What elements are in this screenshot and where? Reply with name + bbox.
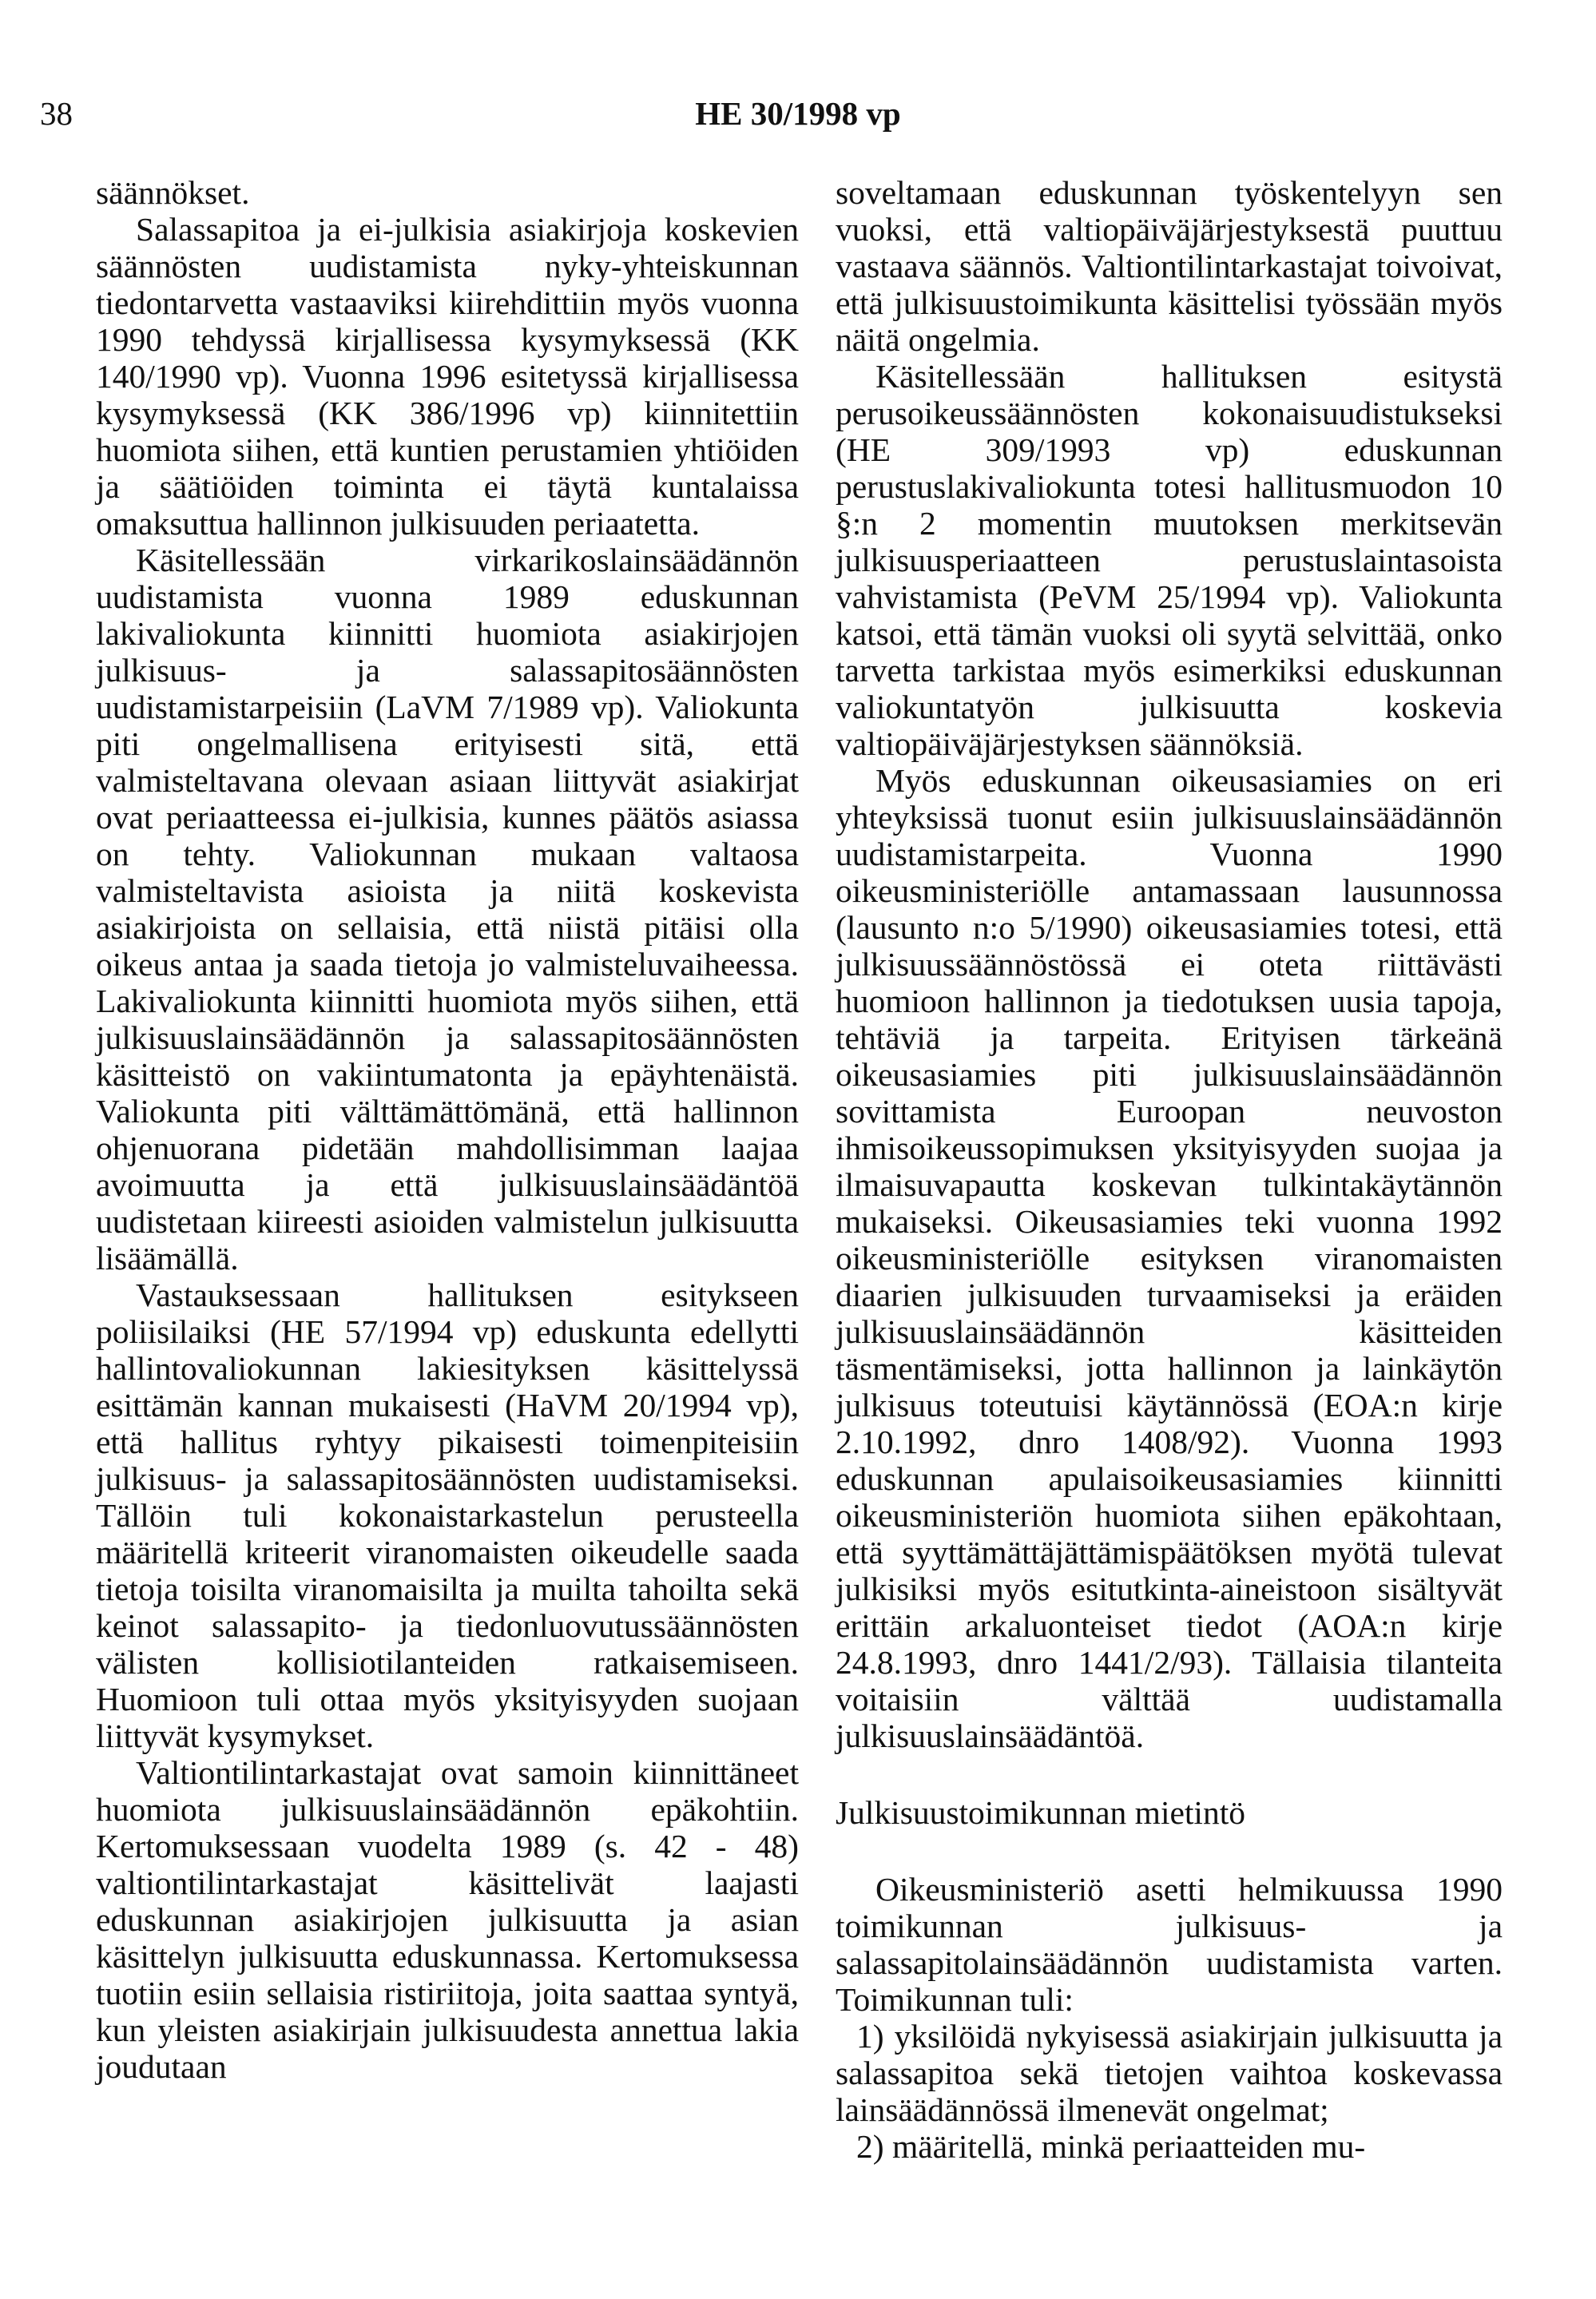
list-item: 2) määritellä, minkä periaatteiden mu- (856, 2128, 1366, 2165)
paragraph: Myös eduskunnan oikeusasiamies on eri yhteyksissä tuonut esiin julkisuuslainsäädännön uudistamistarpeita. Vuonna 1990 oikeusministeriölle antamassaan lausunnossa (lausunto n:o 5/1990) oikeusasiamies totesi, että julkisuussäännöstössä ei oteta riittävästi huomioon hallinnon ja tiedotuksen uusia tapoja, tehtäviä ja tarpeita. Erityisen tärkeänä oikeusasiamies piti julkisuuslainsäädännön sovittamista Euroopan neuvoston ihmisoikeussopimuksen yksityisyyden suojaa ja ilmaisuvapautta koskevan tulkintakäytännön mukaiseksi. Oikeusasiamies teki vuonna 1992 oikeusministeriölle esityksen viranomaisten diaarien julkisuuden turvaamiseksi ja eräiden julkisuuslainsäädännön käsitteiden täsmentämiseksi, jotta hallinnon ja lainkäytön julkisuus toteutuisi käytännössä (EOA:n kirje 2.10.1992, dnro 1408/92). Vuonna 1993 eduskunnan apulaisoikeusasiamies kiinnitti oikeusministeriön huomiota siihen epäkohtaan, että syyttämättäjättämispäätöksen myötä tulevat julkisiksi myös esitutkinta-aineistoon sisältyvät erittäin arkaluonteiset tiedot (AOA:n kirje 24.8.1993, dnro 1441/2/93). Tällaisia tilanteita voitaisiin välttää uudistamalla julkisuuslainsäädäntöä. (836, 762, 1503, 1754)
paragraph: Käsitellessään hallituksen esitystä perusoikeussäännösten kokonaisuudistukseksi (HE 309/1993 vp) eduskunnan perustuslakivaliokunta totesi hallitusmuodon 10 §:n 2 momentin muutoksen merkitsevän julkisuusperiaatteen perustuslaintasoista vahvistamista (PeVM 25/1994 vp). Valiokunta katsoi, että tämän vuoksi oli syytä selvittää, onko tarvetta tarkistaa myös esimerkiksi eduskunnan valiokuntatyön julkisuutta koskevia valtiopäiväjärjestyksen säännöksiä. (836, 358, 1503, 762)
list-item: 1) yksilöidä nykyisessä asiakirjain julkisuutta ja salassapitoa sekä tietojen vaihtoa koskevassa lainsäädännössä ilmenevät ongelmat; (836, 2018, 1503, 2128)
left-column (96, 174, 799, 2085)
paragraph: Oikeusministeriö asetti helmikuussa 1990 toimikunnan julkisuus- ja salassapitolainsäädännön uudistamista varten. Toimikunnan tuli: (836, 1871, 1503, 2018)
paragraph: säännökset. (96, 174, 250, 211)
paragraph: Valtiontilintarkastajat ovat samoin kiinnittäneet huomiota julkisuuslainsäädännön epäkohtiin. Kertomuksessaan vuodelta 1989 (s. 42 - 48) valtiontilintarkastajat käsittelivät laajasti eduskunnan asiakirjojen julkisuutta ja asian käsittelyn julkisuutta eduskunnassa. Kertomuksessa tuotiin esiin sellaisia ristiriitoja, joita saattaa syntyä, kun yleisten asiakirjain julkisuudesta annettua lakia joudutaan (96, 1754, 799, 2085)
running-head: HE 30/1998 vp (695, 95, 901, 132)
section-heading: Julkisuustoimikunnan mietintö (836, 1794, 1245, 1831)
right-column (836, 174, 1503, 2165)
paragraph: soveltamaan eduskunnan työskentelyyn sen vuoksi, että valtiopäiväjärjestyksestä puuttuu vastaava säännös. Valtiontilintarkastajat toivoivat, että julkisuustoimikunta käsittelisi työssään myös näitä ongelmia. (836, 174, 1503, 358)
paragraph: Vastauksessaan hallituksen esitykseen poliisilaiksi (HE 57/1994 vp) eduskunta edellytti hallintovaliokunnan lakiesityksen käsittelyssä esittämän kannan mukaisesti (HaVM 20/1994 vp), että hallitus ryhtyy pikaisesti toimenpiteisiin julkisuus- ja salassapitosäännösten uudistamiseksi. Tällöin tuli kokonaistarkastelun perusteella määritellä kriteerit viranomaisten oikeudelle saada tietoja toisilta viranomaisilta ja muilta tahoilta sekä keinot salassapito- ja tiedonluovutussäännösten välisten kollisiotilanteiden ratkaisemiseen. Huomioon tuli ottaa myös yksityisyyden suojaan liittyvät kysymykset. (96, 1277, 799, 1754)
paragraph: Käsitellessään virkarikoslainsäädännön uudistamista vuonna 1989 eduskunnan lakivaliokunta kiinnitti huomiota asiakirjojen julkisuus- ja salassapitosäännösten uudistamistarpeisiin (LaVM 7/1989 vp). Valiokunta piti ongelmallisena erityisesti sitä, että valmisteltavana olevaan asiaan liittyvät asiakirjat ovat periaatteessa ei-julkisia, kunnes päätös asiassa on tehty. Valiokunnan mukaan valtaosa valmisteltavista asioista ja niitä koskevista asiakirjoista on sellaisia, että niistä pitäisi olla oikeus antaa ja saada tietoja jo valmisteluvaiheessa. Lakivaliokunta kiinnitti huomiota myös siihen, että julkisuuslainsäädännön ja salassapitosäännösten käsitteistö on vakiintumatonta ja epäyhtenäistä. Valiokunta piti välttämättömänä, että hallinnon ohjenuorana pidetään mahdollisimman laajaa avoimuutta ja että julkisuuslainsäädäntöä uudistetaan kiireesti asioiden valmistelun julkisuutta lisäämällä. (96, 542, 799, 1277)
paragraph: Salassapitoa ja ei-julkisia asiakirjoja koskevien säännösten uudistamista nyky-yhteiskunnan tiedontarvetta vastaaviksi kiirehdittiin myös vuonna 1990 tehdyssä kirjallisessa kysymyksessä (KK 140/1990 vp). Vuonna 1996 esitetyssä kirjallisessa kysymyksessä (KK 386/1996 vp) kiinnitettiin huomiota siihen, että kuntien perustamien yhtiöiden ja säätiöiden toiminta ei täytä kuntalaissa omaksuttua hallinnon julkisuuden periaatetta. (96, 211, 799, 542)
page-number: 38 (40, 95, 73, 132)
